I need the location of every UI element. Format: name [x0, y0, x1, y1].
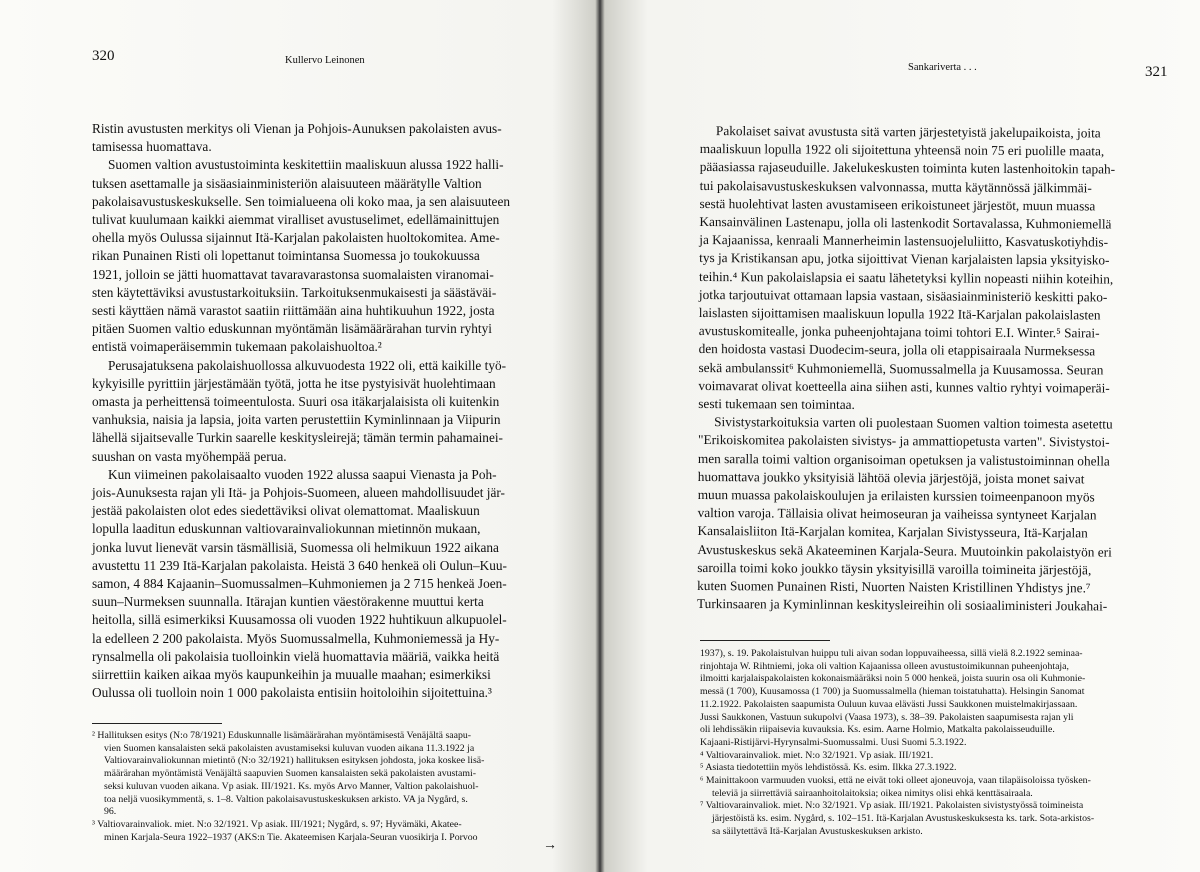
running-head: Kullervo Leinonen: [285, 55, 365, 66]
text-line: suun–Nurmeksen suunnalla. Itärajan kuntien väestörakenne muuttui kerta: [92, 594, 484, 610]
running-head: Sankariverta . . .: [908, 62, 977, 73]
text-line: men saralla toimi valtion organisoiman opetuksen ja valistustoiminnan ohella: [697, 450, 1110, 469]
text-line: Pakolaiset saivat avustusta sitä varten järjestetyistä jakelupaikoista, joita: [715, 123, 1101, 141]
text-line: ohella myös Oulussa sijainnut Itä-Karjalan pakolaisten huoltokomitea. Ame-: [92, 230, 500, 246]
text-line: sestä huolehtivat lasten avustamiseen erikoistuneet järjestöt, muun muassa: [699, 195, 1096, 214]
text-line: rynsalmella oli pakolaisia tuolloinkin vielä huomattavia määriä, vaikka heitä: [92, 648, 500, 664]
text-line: saroilla toimi koko joukko täysin yksityisillä varoilla toimineita järjestöjä,: [697, 559, 1092, 578]
footnotes: [700, 648, 1094, 839]
text-line: Oulussa oli tuolloin noin 1 000 pakolaista entisiin hoitoloihin sijoitettuina.³: [92, 685, 492, 701]
text-line: jois-Aunuksesta rajan yli Itä- ja Pohjois-Suomeen, alueen mahdollisuudet jär-: [92, 485, 505, 501]
text-line: jestää pakolaisten olot edes siedettäviksi olivat olemattomat. Maaliskuun: [92, 503, 480, 519]
right-page: [600, 0, 1200, 872]
footnote-line: Jussi Saukkonen, Vastuun sukupolvi (Vaasa 1973), s. 38–39. Pakolaisten saapumisesta rajan yli: [700, 711, 1074, 723]
continue-arrow: →: [543, 838, 557, 853]
text-line: huomattava joukko yksityisiä lähtöä olevia järjestöjä, joista monet saivat: [697, 468, 1085, 487]
text-line: 1921, jolloin se jätti huomattavat tavaravarastonsa suomalaisten viranomai-: [92, 266, 494, 282]
text-line: tulivat kuulumaan kaikki aiemmat viralliset avustuselimet, edellämainittujen: [92, 212, 500, 228]
body-text: [92, 120, 562, 703]
text-line: maaliskuun lopulla 1922 oli sijoitettuna yhteensä noin 75 eri puolille maata,: [699, 141, 1105, 159]
footnote-rule: [700, 640, 830, 641]
footnote-line: määrärahan myöntämistä Venäjältä saapuvien Suomen kansalaisten sekä pakolaisten avustami-: [104, 768, 476, 780]
text-line: vanhuksia, naisia ja lapsia, joita varten perustettiin Kyminlinnaan ja Viipurin: [92, 412, 501, 428]
text-line: omasta ja perheittensä toimeentulosta. Suuri osa itäkarjalaisista oli kuitenkin: [92, 394, 500, 410]
footnote-line: 11.2.1922. Pakolaisten saapumista Ouluun kuvaa elävästi Jussi Saukkonen muistelmakirjassaan.: [700, 698, 1078, 710]
footnote-line: ⁵ Asiasta tiedotettiin myös lehdistössä. Ks. esim. Ilkka 27.3.1922.: [700, 762, 957, 774]
text-line: samon, 4 884 Kajaanin–Suomussalmen–Kuhmoniemen ja 2 715 henkeä Joen-: [92, 576, 507, 592]
text-line: teihin.⁴ Kun pakolaislapsia ei saatu lähetetyksi kyllin nopeasti niihin koteihin,: [699, 268, 1114, 287]
text-line: den hoidosta vastasi Duodecim-seura, jolla oli etappisairaala Nurmeksessa: [698, 341, 1096, 359]
text-line: lopulla laaditun eduskunnan valtiovarainvaliokunnan mietinnön mukaan,: [92, 521, 481, 537]
text-line: sesti tukemaan sen toimintaa.: [698, 396, 855, 412]
footnote-line: vien Suomen kansalaisten sekä pakolaisten avustamiseksi kuluvan vuoden aikana 11.3.1922 ja: [104, 742, 475, 754]
text-line: pitäen Suomen valtio eduskunnan myöntämän lisämäärärahan turvin ryhtyi: [92, 321, 492, 337]
footnote-line: 96.: [104, 806, 117, 818]
footnote-line: oli lehdissäkin riipaisevia kuvauksia. Ks. esim. Aarne Holmio, Matkalta pakolaisseuduille.: [700, 724, 1055, 736]
text-line: sekä ambulanssit⁶ Kuhmoniemellä, Suomussalmella ja Kuusamossa. Seuran: [698, 359, 1104, 378]
footnote-line: ilmoitti karjalaispakolaisten kokonaismääräksi noin 5 000 henkeä, joista suurin osa oli Kuhmonie-: [700, 673, 1086, 685]
text-line: Turkinsaaren ja Kyminlinnan keskitysleireihin oli sosiaaliministeri Joukahai-: [697, 596, 1108, 614]
footnote-line: 1937), s. 19. Pakolaistulvan huippu tuli aivan sodan loppuvaiheessa, sillä vielä 8.2.1922 seminaa-: [700, 648, 1083, 659]
footnote-line: televiä ja siirrettäviä sairaanhoitolaitoksia; oikea nimitys olisi ehkä kenttäsairaala.: [712, 787, 1033, 799]
footnote-line: Valtiovarainvaliokunnan mietintö (N:o 32/1921) hallituksen esityksen johdosta, joka koskee lisä-: [104, 755, 485, 767]
footnote-line: sa säilytettävä Itä-Karjalan Avustuskeskuksen arkisto.: [712, 825, 923, 837]
footnote-line: ⁴ Valtiovarainvaliok. miet. N:o 32/1921. Vp asiak. III/1921.: [700, 749, 934, 761]
footnote-line: ³ Valtiovarainvaliok. miet. N:o 32/1921. Vp asiak. III/1921; Nygård, s. 97; Hyvämäki, Akatee-: [92, 818, 462, 830]
footnote-line: minen Karjala-Seura 1922–1937 (AKS:n Tie. Akateemisen Karjala-Seuran vuosikirja I. Porvoo: [104, 831, 478, 843]
text-line: Sivistystarkoituksia varten oli puolestaan Suomen valtion toimesta asetettu: [714, 414, 1113, 432]
text-line: tui pakolaisavustuskeskuksen valvonnassa, mutta käytännössä jälkimmäi-: [699, 177, 1092, 196]
text-line: lähellä sijaitsevalle Turkin saarelle keskitysleirejä; tämän termin pahamainei-: [92, 430, 503, 446]
body-text: [697, 122, 1170, 616]
text-line: Kansalaisliiton Itä-Karjalan komitea, Karjalan Sivistysseura, Itä-Karjalan: [697, 523, 1088, 541]
text-line: "Erikoiskomitea pakolaisten sivistys- ja ammattiopetusta varten". Sivistystoi-: [698, 432, 1110, 450]
text-line: heitolla, sillä esimerkiksi Kuusamossa oli vuoden 1922 huhtikuun alkupuolel-: [92, 612, 507, 628]
page-number: 320: [92, 48, 115, 64]
text-line: Avustuskeskus sekä Akateeminen Karjala-Seura. Muutoinkin pakolaistyön eri: [697, 541, 1112, 560]
text-line: avustettu 11 239 Itä-Karjalan pakolaista. Heistä 3 640 henkeä oli Oulun–Kuu-: [92, 557, 507, 573]
footnote-line: ⁷ Valtiovarainvaliok. miet. N:o 32/1921. Vp asiak. III/1921. Pakolaisten sivistystyössä toimineista: [700, 800, 1084, 812]
text-line: avustuskomitealle, jonka puheenjohtajana toimi tohtori E.I. Winter.⁵ Sairai-: [698, 323, 1100, 341]
text-line: tys ja Kristikansan apu, jotka sijoittivat Vienan karjalaisten lapsia yksityisko-: [699, 250, 1110, 268]
text-line: Kun viimeinen pakolaisaalto vuoden 1922 alussa saapui Vienasta ja Poh-: [108, 466, 497, 482]
footnote-line: järjestöistä ks. esim. Nygård, s. 102–151. Itä-Karjalan Avustuskeskuksesta ks. tark. Sota-arkistos-: [712, 813, 1095, 825]
text-line: laislasten sijoittamisen maaliskuun lopulla 1922 Itä-Karjalan pakolaislasten: [698, 305, 1101, 323]
footnotes: [92, 730, 484, 844]
footnote-line: ⁶ Mainittakoon varmuuden vuoksi, että ne eivät toki olleet ajoneuvoja, vaan tilapäisoloissa työsken-: [700, 775, 1091, 787]
footnote-line: seksi kuluvan vuoden aikana. Vp asiak. III/1921. Ks. myös Arvo Manner, Valtion pakolaishuol-: [104, 780, 479, 792]
text-line: jonka luvut lienevät varsin täsmällisiä, Suomessa oli helmikuun 1922 aikana: [92, 539, 499, 555]
text-line: la edelleen 2 200 pakolaista. Myös Suomussalmella, Kuhmoniemessä ja Hy-: [92, 630, 500, 646]
text-line: sesti käyttäen nämä varastot saatiin riittämään aina huhtikuuhun 1922, josta: [92, 303, 495, 319]
footnote-line: messä (1 700), Kuusamossa (1 700) ja Suomussalmella (hieman toistatuhatta). Helsingin Sanomat: [700, 686, 1085, 698]
text-line: tuksen asettamalle ja sisäasiainministeriön alaisuuteen määrätylle Valtion: [92, 175, 482, 191]
text-line: pakolaisavustuskeskukselle. Sen toimialueena oli koko maa, ja sen alaisuuteen: [92, 193, 511, 209]
text-line: entistä voimaperäisemmin tukemaan pakolaishuoltoa.²: [92, 339, 382, 355]
text-line: voimavarat olivat koetteella aina siihen asti, kunnes valtio ryhtyi voimaperäi-: [698, 377, 1110, 396]
text-line: muun muassa pakolaiskoulujen ja erilaisten kurssien toimeenpanoon myös: [697, 487, 1095, 505]
text-line: siirrettiin kaiken aikaa myös kaupunkeihin ja muualle maahan; esimerkiksi: [92, 667, 491, 683]
text-line: ja Kajaanissa, kenraali Mannerheimin lastensuojeluliitto, Kasvatuskotiyhdis-: [699, 232, 1109, 250]
text-line: kykyisille pyrittiin järjestämään työtä, jotta he itse pystyisivät huolehtimaan: [92, 375, 496, 391]
text-line: tamisessa huomattava.: [92, 139, 212, 155]
text-line: Ristin avustusten merkitys oli Vienan ja Pohjois-Aunuksen pakolaisten avus-: [92, 121, 502, 136]
footnote-rule: [92, 723, 222, 724]
page-number: 321: [1145, 64, 1168, 80]
text-line: sten käytettäviksi avustustarkoituksiin. Tarkoituksenmukaisesti ja säästäväi-: [92, 284, 497, 300]
text-line: pääasiassa rajaseuduille. Jakelukeskusten toiminta kuten lastenhoitokin tapah-: [699, 159, 1116, 177]
footnote-line: ² Hallituksen esitys (N:o 78/1921) Eduskunnalle lisämäärärahan myöntämisestä Venäjältä saapu-: [92, 730, 472, 741]
text-line: rikan Punainen Risti oli lopettanut toimintansa Suomessa jo toukokuussa: [92, 248, 480, 264]
text-line: Kansainvälinen Lastenapu, jolla oli lastenkodit Sortavalassa, Kuhmoniemellä: [699, 214, 1112, 232]
text-line: kuten Suomen Punainen Risti, Nuorten Naisten Kristillinen Yhdistys jne.⁷: [697, 578, 1091, 596]
text-line: jotka tarjoutuivat ottamaan lapsia vastaan, sisäasiainministeriö keskitti pako-: [698, 286, 1108, 305]
footnote-line: Kajaani-Ristijärvi-Hyrynsalmi-Suomussalmi. Uusi Suomi 5.3.1922.: [700, 736, 967, 748]
footnote-line: toa neljä vuosikymmentä, s. 1–8. Valtion pakolaisavustuskeskuksen arkisto. VA ja Nygård, s.: [104, 793, 468, 805]
text-line: Perusajatuksena pakolaishuollossa alkuvuodesta 1922 oli, että kaikille työ-: [108, 357, 507, 373]
footnote-line: rinjohtaja W. Rihtniemi, joka oli valtion Kajaanissa olleen avustustoimikunnan puheenjohtaja,: [700, 660, 1069, 672]
text-line: Suomen valtion avustustoiminta keskitettiin maaliskuun alussa 1922 halli-: [108, 157, 504, 173]
text-line: valtion varoja. Tällaisia olivat heimoseuran ja vaiheissa syntyneet Karjalan: [697, 505, 1097, 523]
text-line: suushan on vasta myöhempää perua.: [92, 448, 287, 464]
